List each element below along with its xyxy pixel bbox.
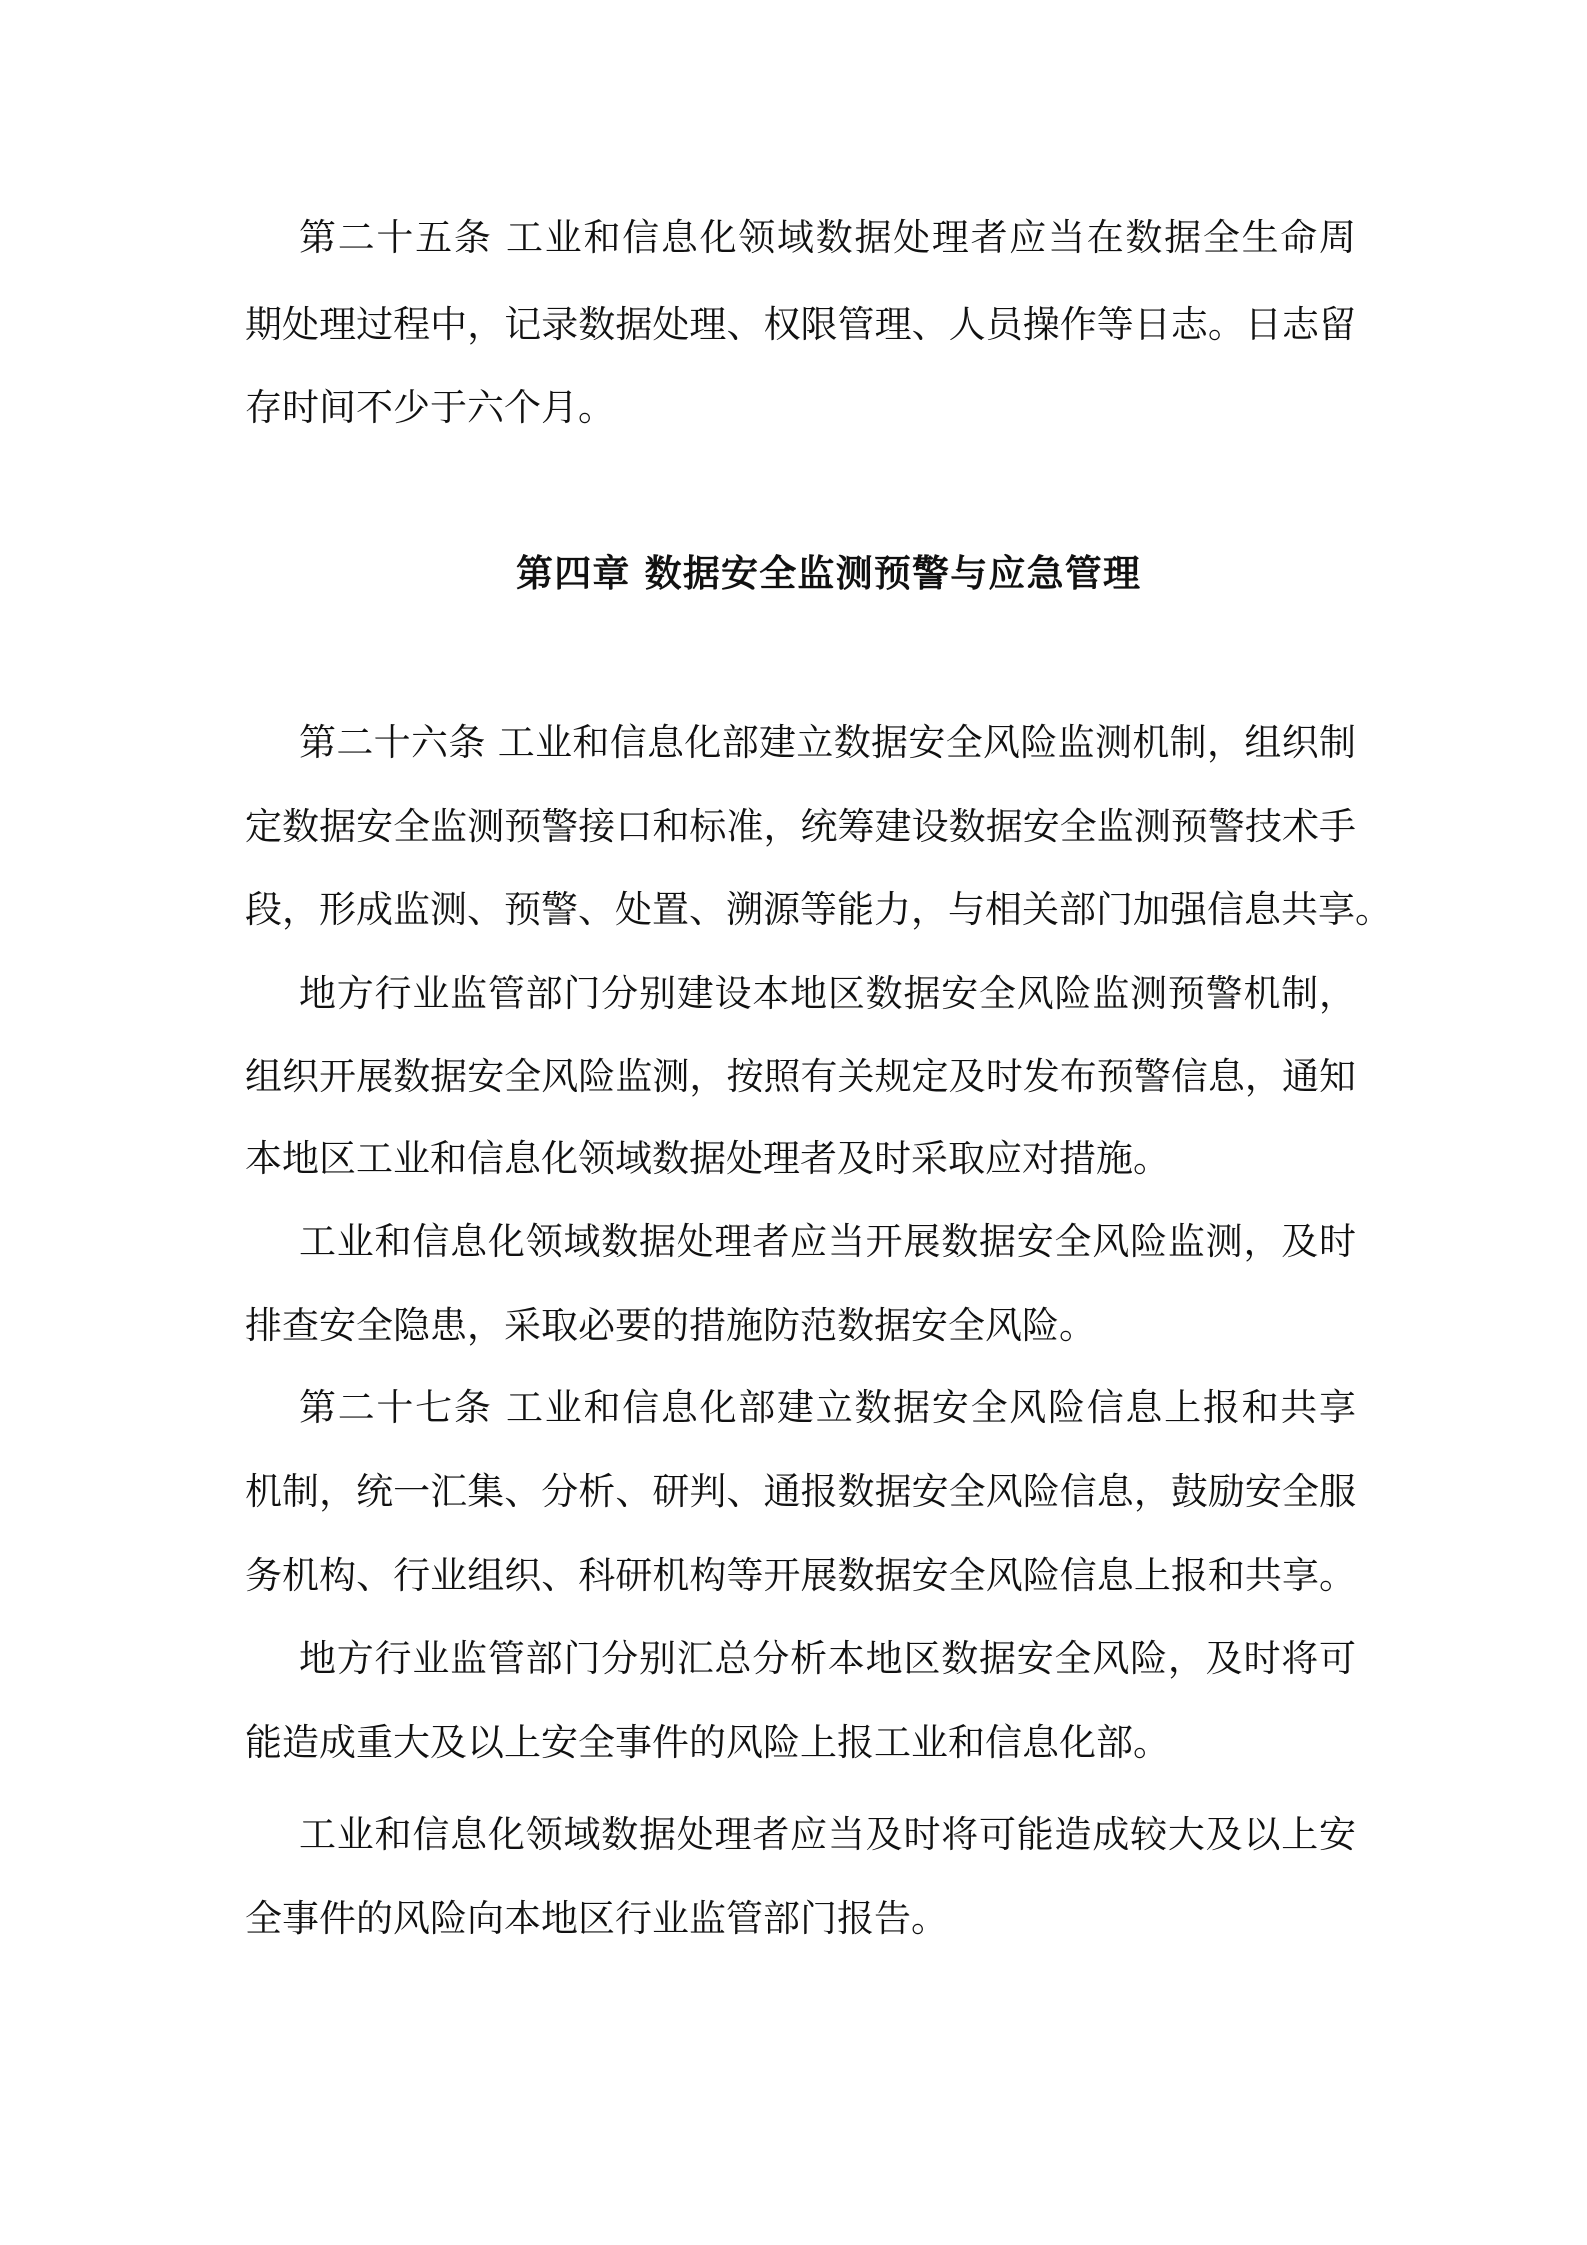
- text-line: 全事件的风险向本地区行业监管部门报告。: [245, 1897, 948, 1940]
- text-line: 定数据安全监测预警接口和标准，统筹建设数据安全监测预警技术手: [245, 805, 1356, 848]
- text-line: 地方行业监管部门分别汇总分析本地区数据安全风险，及时将可: [299, 1637, 1356, 1680]
- text-line: 务机构、行业组织、科研机构等开展数据安全风险信息上报和共享。: [245, 1554, 1356, 1597]
- text-line: 工业和信息化领域数据处理者应当及时将可能造成较大及以上安: [299, 1813, 1356, 1856]
- text-line: 机制，统一汇集、分析、研判、通报数据安全风险信息，鼓励安全服: [245, 1470, 1356, 1513]
- text-line: 段，形成监测、预警、处置、溯源等能力，与相关部门加强信息共享。: [245, 888, 1392, 931]
- chapter-heading: 第四章 数据安全监测预警与应急管理: [516, 551, 1140, 595]
- text-line: 第二十六条 工业和信息化部建立数据安全风险监测机制，组织制: [299, 721, 1356, 764]
- text-line: 存时间不少于六个月。: [245, 386, 615, 429]
- text-line: 能造成重大及以上安全事件的风险上报工业和信息化部。: [245, 1721, 1170, 1764]
- text-line: 排查安全隐患，采取必要的措施防范数据安全风险。: [245, 1304, 1096, 1347]
- text-line: 地方行业监管部门分别建设本地区数据安全风险监测预警机制，: [299, 972, 1356, 1015]
- text-line: 工业和信息化领域数据处理者应当开展数据安全风险监测，及时: [299, 1220, 1356, 1263]
- text-line: 期处理过程中，记录数据处理、权限管理、人员操作等日志。日志留: [245, 303, 1356, 346]
- text-line: 本地区工业和信息化领域数据处理者及时采取应对措施。: [245, 1137, 1170, 1180]
- text-line: 第二十七条 工业和信息化部建立数据安全风险信息上报和共享: [299, 1386, 1356, 1429]
- text-line: 组织开展数据安全风险监测，按照有关规定及时发布预警信息，通知: [245, 1055, 1356, 1098]
- text-line: 第二十五条 工业和信息化领域数据处理者应当在数据全生命周: [299, 216, 1356, 259]
